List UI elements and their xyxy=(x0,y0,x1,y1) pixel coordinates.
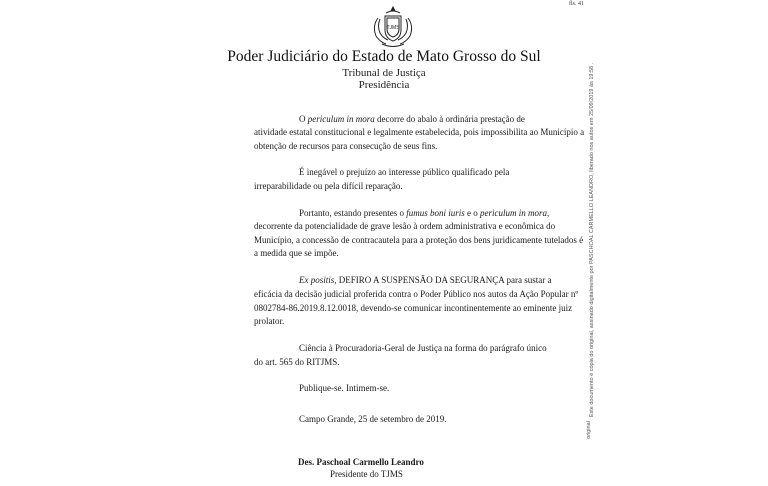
paragraph-5-line-2: do art. 565 do RITJMS. xyxy=(254,357,340,367)
paragraph-4-line-4: prolator. xyxy=(254,316,285,326)
text-run: , xyxy=(547,208,550,218)
signatory-role: Presidente do TJMS xyxy=(330,469,403,479)
paragraph-3-line-2: decorrente da potencialidade de grave lesão à ordem administrativa e econômica do xyxy=(254,221,556,231)
crest-label: TJMS xyxy=(386,25,400,31)
text-run: e o xyxy=(464,208,480,218)
paragraph-1-line-2: atividade estatal constitucional e legalmente estabelecida, pois impossibilita ao Município a xyxy=(254,127,585,137)
stamp-text: Este documento é cópia do original, assinado digitalmente por PASCHOAL CARMELLO LEANDRO, liberado nos autos em 25/09/2019 às 19:58 . xyxy=(589,62,595,418)
latin-term: Ex positis xyxy=(299,275,335,285)
court-title: Poder Judiciário do Estado de Mato Grosso do Sul xyxy=(227,48,541,65)
paragraph-2-line-2: irreparabilidade ou pela difícil reparação. xyxy=(254,181,403,191)
latin-term: fumus boni iuris xyxy=(406,208,465,218)
paragraph-3-line-4: a medida que se impõe. xyxy=(254,248,339,258)
signatory-name: Des. Paschoal Carmello Leandro xyxy=(298,457,424,467)
paragraph-4-line-3: 0802784-86.2019.8.12.0018, devendo-se comunicar incontinentemente ao eminente juiz xyxy=(254,303,573,313)
page-number: fls. 41 xyxy=(569,1,584,7)
paragraph-1-line-3: obtenção de recursos para consecução de seus fins. xyxy=(254,141,438,151)
text-run: decorre do abalo à ordinária prestação de xyxy=(374,114,525,124)
paragraph-5-line-1: Ciência à Procuradoria-Geral de Justiça na forma do parágrafo único xyxy=(299,343,547,353)
coat-of-arms-icon xyxy=(368,4,418,50)
latin-term: periculum in mora xyxy=(307,114,375,124)
text-run: O xyxy=(299,114,308,124)
paragraph-1-line-1 xyxy=(299,114,525,125)
stamp-text: original xyxy=(586,421,592,439)
court-subtitle: Tribunal de Justiça xyxy=(342,67,426,79)
paragraph-6: Publique-se. Intimem-se. xyxy=(299,383,390,393)
text-run: , DEFIRO A SUSPENSÃO DA SEGURANÇA para sustar a xyxy=(334,275,552,285)
paragraph-2-line-1: É inegável o prejuízo ao interesse público qualificado pela xyxy=(299,167,510,177)
paragraph-3-line-3: Município, a concessão de contracautela para a proteção dos bens juridicamente tutelados é xyxy=(254,235,584,245)
paragraph-4-line-1 xyxy=(299,275,552,286)
latin-term: periculum in mora xyxy=(480,208,547,218)
court-department: Presidência xyxy=(358,79,410,91)
paragraph-3-line-1 xyxy=(299,208,549,219)
paragraph-4-line-2: eficácia da decisão judicial proferida contra o Poder Público nos autos da Ação Popular nº xyxy=(254,289,579,299)
text-run: Portanto, estando presentes o xyxy=(299,208,407,218)
date-line: Campo Grande, 25 de setembro de 2019. xyxy=(299,414,447,424)
